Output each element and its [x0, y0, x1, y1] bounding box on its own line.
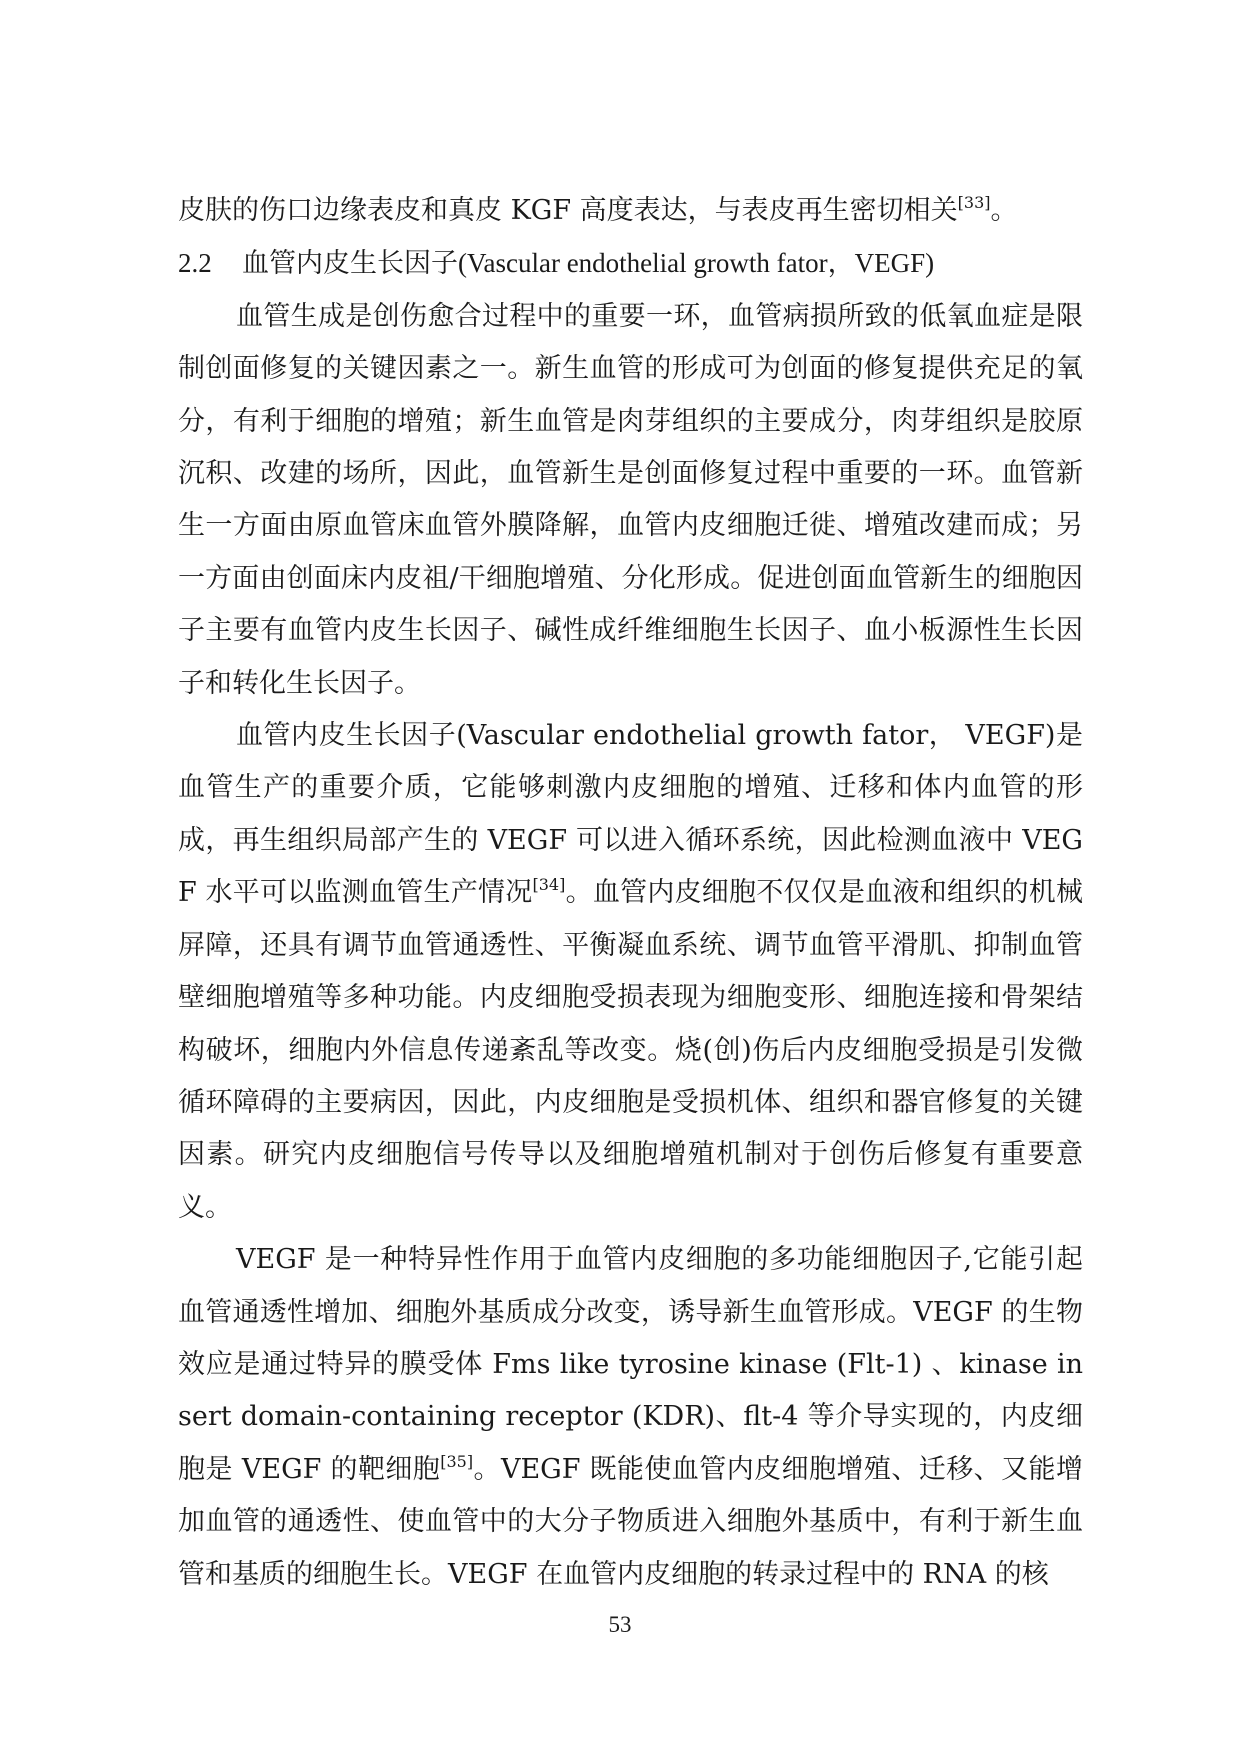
paragraph-text: VEGF 是一种特异性作用于血管内皮细胞的多功能细胞因子,它能引起血管通透性增加、细胞外基质成分改变，诱导新生血管形成。VEGF 的生物效应是通过特异的膜受体 Fms like tyrosine kinase (Flt-1) 、kinase insert domain-containing receptor (KDR)、flt-4 等介导实现的，内皮细胞是 VEGF 的靶细胞: [178, 1244, 1083, 1485]
section-number: 2.2: [178, 248, 212, 279]
citation-ref: [35]: [440, 1451, 474, 1471]
paragraph-angiogenesis: [178, 291, 1083, 710]
paragraph-text: 。VEGF 既能使血管内皮细胞增殖、迁移、又能增加血管的通透性、使血管中的大分子物质进入细胞外基质中，有利于新生血管和基质的细胞生长。VEGF 在血管内皮细胞的转录过程中的 RNA 的核: [178, 1453, 1083, 1590]
paragraph-text: 血管生成是创伤愈合过程中的重要一环，血管病损所致的低氧血症是限制创面修复的关键因素之一。新生血管的形成可为创面的修复提供充足的氧分，有利于细胞的增殖；新生血管是肉芽组织的主要成分，肉芽组织是胶原沉积、改建的场所，因此，血管新生是创面修复过程中重要的一环。血管新生一方面由原血管床血管外膜降解，血管内皮细胞迁徙、增殖改建而成；另一方面由创面床内皮祖/干细胞增殖、分化形成。促进创面血管新生的细胞因子主要有血管内皮生长因子、碱性成纤维细胞生长因子、血小板源性生长因子和转化生长因子。: [178, 300, 1083, 699]
paragraph-vegf-function: [178, 1234, 1083, 1601]
section-title-cn: 血管内皮生长因子: [242, 248, 458, 280]
paragraph-vegf-intro: [178, 710, 1083, 1234]
section-heading: [178, 237, 1083, 290]
paragraph-text: 。血管内皮细胞不仅仅是血液和组织的机械屏障，还具有调节血管通透性、平衡凝血系统、调节血管平滑肌、抑制血管壁细胞增殖等多种功能。内皮细胞受损表现为细胞变形、细胞连接和骨架结构破坏，细胞内外信息传递紊乱等改变。烧(创)伤后内皮细胞受损是引发微循环障碍的主要病因，因此，内皮细胞是受损机体、组织和器官修复的关键因素。研究内皮细胞信号传导以及细胞增殖机制对于创伤后修复有重要意义。: [178, 877, 1083, 1223]
page-body: [178, 185, 1083, 1601]
paragraph-continued: [178, 185, 1083, 237]
section-title-en: (Vascular endothelial growth fator，VEGF): [458, 248, 935, 279]
paragraph-end: 。: [990, 195, 1018, 226]
paragraph-text: 皮肤的伤口边缘表皮和真皮 KGF 高度表达，与表皮再生密切相关: [178, 195, 958, 226]
paragraph-text: 血管内皮生长因子(Vascular endothelial growth fator， VEGF)是血管生产的重要介质，它能够刺激内皮细胞的增殖、迁移和体内血管的形成，再生组织局部产生的 VEGF 可以进入循环系统，因此检测血液中 VEGF 水平可以监测血管生产情况: [178, 720, 1083, 909]
citation-ref: [33]: [957, 193, 991, 212]
citation-ref: [34]: [532, 875, 566, 895]
page-number: 53: [608, 1612, 632, 1637]
